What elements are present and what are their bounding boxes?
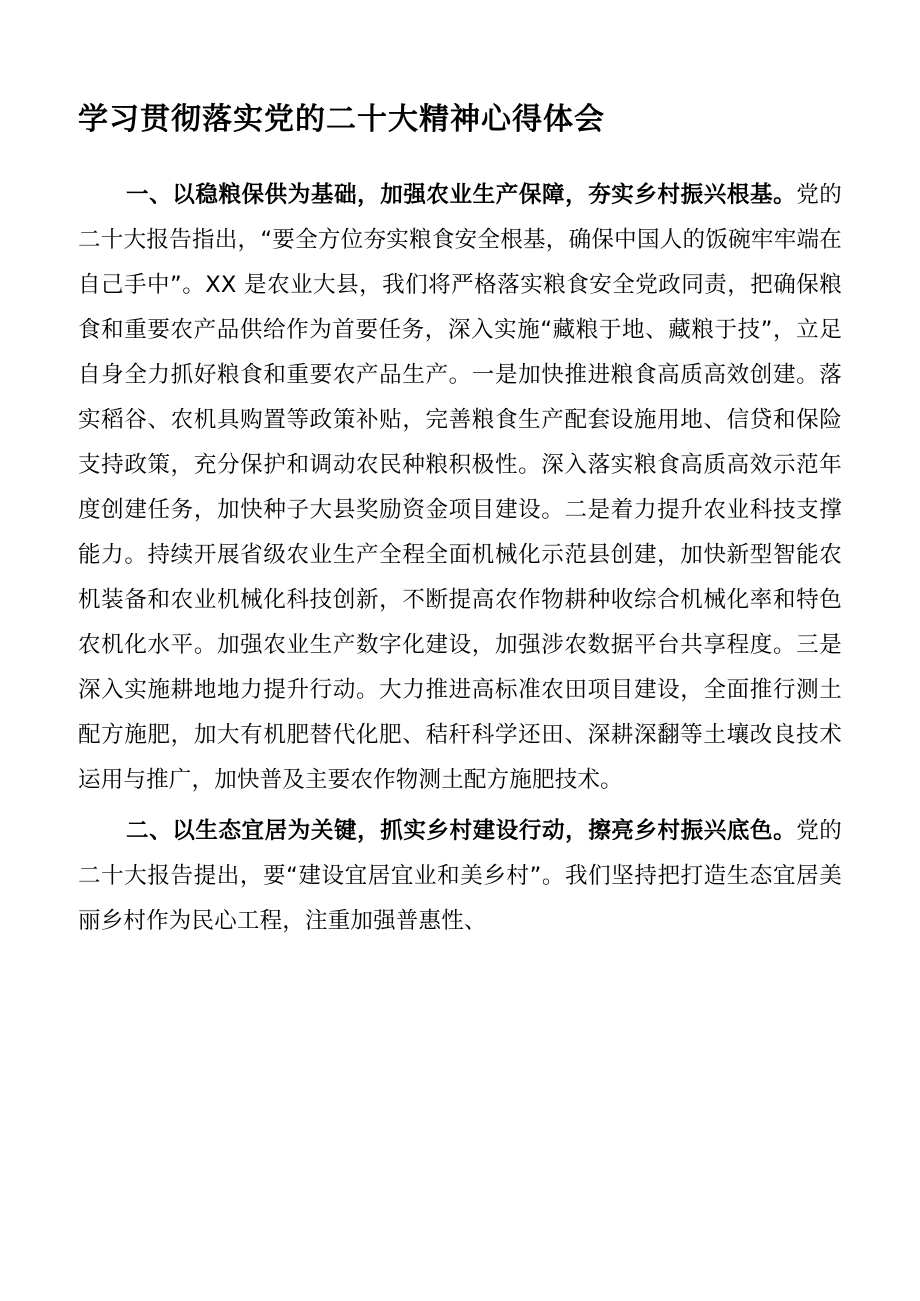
paragraph-section-2 [78,809,842,944]
section-1-body: 党的二十大报告指出，“要全方位夯实粮食安全根基，确保中国人的饭碗牢牢端在自己手中”。XX 是农业大县，我们将严格落实粮食安全党政同责，把确保粮食和重要农产品供给作为首要任务，深入实施“藏粮于地、藏粮于技”，立足自身全力抓好粮食和重要农产品生产。一是加快推进粮食高质高效创建。落实稻谷、农机具购置等政策补贴，完善粮食生产配套设施用地、信贷和保险支持政策，充分保护和调动农民种粮积极性。深入落实粮食高质高效示范年度创建任务，加快种子大县奖励资金项目建设。二是着力提升农业科技支撑能力。持续开展省级农业生产全程全面机械化示范县创建，加快新型智能农机装备和农业机械化科技创新，不断提高农作物耕种收综合机械化率和特色农机化水平。加强农业生产数字化建设，加强涉农数据平台共享程度。三是深入实施耕地地力提升行动。大力推进高标准农田项目建设，全面推行测土配方施肥，加大有机肥替代化肥、秸秆科学还田、深耕深翻等土壤改良技术运用与推广，加快普及主要农作物测土配方施肥技术。 [78,182,842,793]
page-title: 学习贯彻落实党的二十大精神心得体会 [78,102,605,137]
paragraph-section-1 [78,173,842,803]
section-2-body: 党的二十大报告提出，要“建设宜居宜业和美乡村”。我们坚持把打造生态宜居美丽乡村作为民心工程，注重加强普惠性、 [78,818,842,934]
section-2-lead: 二、以生态宜居为关键，抓实乡村建设行动，擦亮乡村振兴底色。 [126,818,797,844]
section-1-lead: 一、以稳粮保供为基础，加强农业生产保障，夯实乡村振兴根基。 [126,182,797,208]
